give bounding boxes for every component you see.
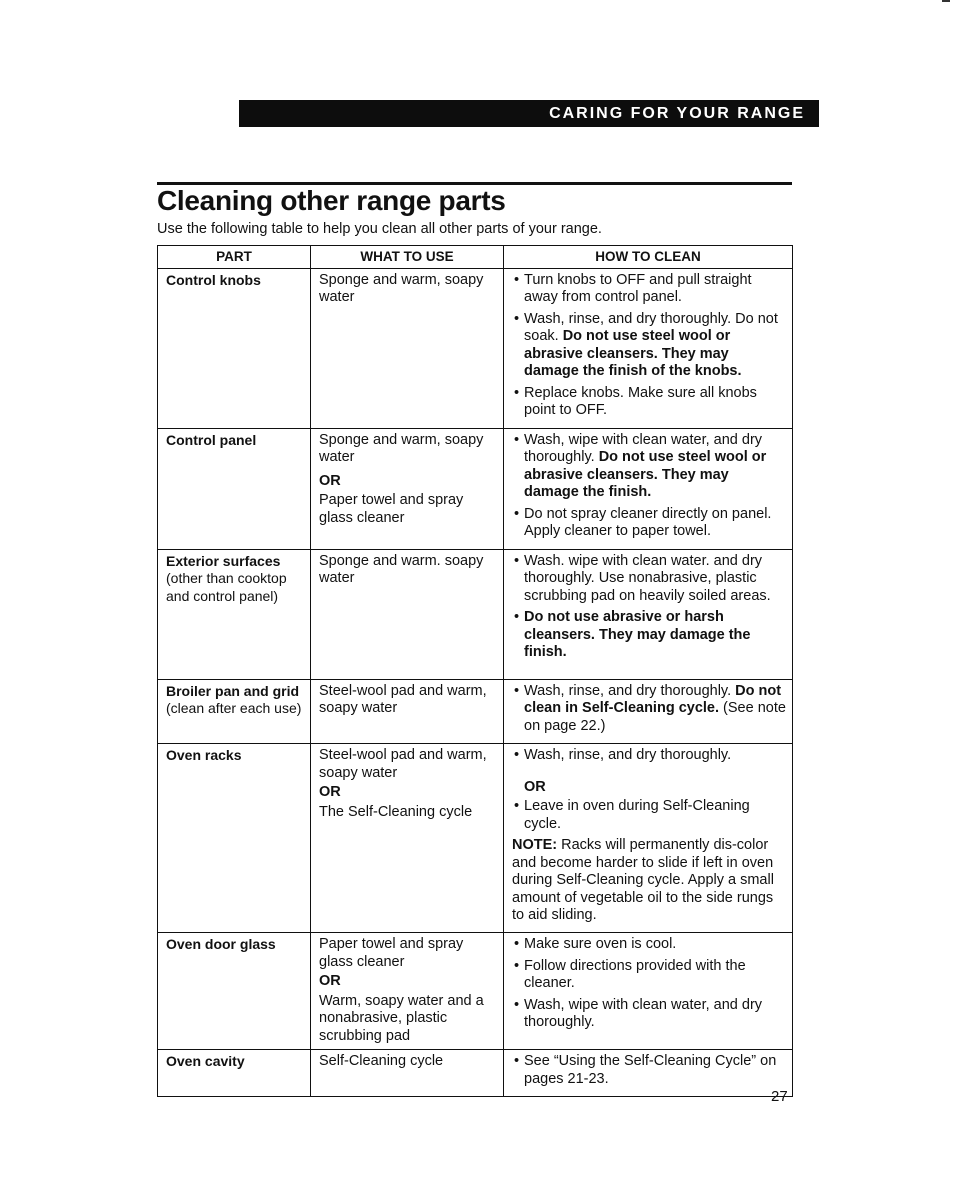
page-title: Cleaning other range parts — [157, 185, 506, 216]
intro-text: Use the following table to help you clean all other parts of your range. — [157, 221, 602, 237]
what-item: The Self-Cleaning cycle — [319, 803, 473, 820]
what-item: Paper towel and spray glass cleaner — [319, 936, 464, 970]
what-cell — [311, 268, 504, 428]
section-banner: CARING FOR YOUR RANGE — [239, 100, 819, 127]
how-cell — [504, 744, 793, 933]
what-item: Steel-wool pad and warm, soapy water — [319, 747, 487, 781]
header-what-to-use: WHAT TO USE — [311, 246, 504, 269]
table-row — [158, 679, 793, 744]
how-item: • Wash. wipe with clean water. and dry thoroughly. Use nonabrasive, plastic scrubbing pad on heavily soiled areas. — [512, 553, 786, 606]
table-row — [158, 933, 793, 1050]
what-cell — [311, 549, 504, 679]
margin-mark — [942, 0, 950, 2]
how-item: • Replace knobs. Make sure all knobs point to OFF. — [512, 385, 786, 420]
what-item: Sponge and warm, soapy water — [319, 271, 484, 305]
how-item: • Do not use abrasive or harsh cleansers. They may damage the finish. — [512, 609, 786, 662]
page-number: 27 — [771, 1088, 788, 1105]
table-row — [158, 549, 793, 679]
or-label: OR — [524, 778, 546, 795]
how-item: • Turn knobs to OFF and pull straight away from control panel. — [512, 272, 786, 307]
what-cell — [311, 744, 504, 933]
how-item: • Follow directions provided with the cleaner. — [512, 958, 786, 993]
part-cell — [158, 933, 311, 1050]
part-name: Control panel — [166, 431, 257, 448]
part-name: Oven cavity — [166, 1053, 245, 1069]
what-item: Sponge and warm, soapy water — [319, 431, 484, 465]
part-name: Broiler pan and grid — [166, 682, 300, 699]
part-name: Exterior surfaces — [166, 552, 281, 569]
what-item: Paper towel and spray glass cleaner — [319, 492, 464, 526]
table-row — [158, 1050, 793, 1097]
table-header-row — [158, 246, 793, 269]
how-item: • Make sure oven is cool. — [512, 936, 786, 954]
how-item: • See “Using the Self-Cleaning Cycle” on pages 21-23. — [512, 1053, 786, 1088]
how-item: • Wash, rinse, and dry thoroughly. Do not soak. Do not use steel wool or abrasive cleansers. They may damage the finish of the knobs. — [512, 311, 786, 381]
how-cell — [504, 933, 793, 1050]
part-cell — [158, 268, 311, 428]
what-cell — [311, 933, 504, 1050]
how-item: • Do not spray cleaner directly on panel. Apply cleaner to paper towel. — [512, 506, 786, 541]
what-item: Sponge and warm. soapy water — [319, 552, 484, 586]
what-item: Steel-wool pad and warm, soapy water — [319, 682, 487, 716]
what-cell — [311, 679, 504, 744]
what-cell — [311, 428, 504, 549]
header-how-to-clean: HOW TO CLEAN — [504, 246, 793, 269]
or-label: OR — [319, 973, 341, 989]
part-name: Oven door glass — [166, 936, 276, 952]
note-text: NOTE: Racks will permanently dis-color and become harder to slide if left in oven during Self-Cleaning cycle. Apply a small amount of vegetable oil to the side rungs to aid sliding. — [512, 837, 774, 923]
part-cell — [158, 549, 311, 679]
or-label: OR — [319, 472, 341, 489]
how-cell — [504, 1050, 793, 1097]
what-cell — [311, 1050, 504, 1097]
how-item: • Wash, rinse, and dry thoroughly. — [512, 747, 786, 765]
part-note: (other than cooktop and control panel) — [166, 570, 287, 604]
part-cell — [158, 428, 311, 549]
how-cell — [504, 268, 793, 428]
cleaning-table — [157, 245, 793, 1097]
part-name: Control knobs — [166, 271, 261, 288]
header-part: PART — [158, 246, 311, 269]
how-item: • Leave in oven during Self-Cleaning cycle. — [512, 798, 786, 833]
part-cell — [158, 1050, 311, 1097]
part-name: Oven racks — [166, 747, 242, 763]
how-item: • Wash, wipe with clean water, and dry thoroughly. — [512, 997, 786, 1032]
part-cell — [158, 744, 311, 933]
what-item: Warm, soapy water and a nonabrasive, plastic scrubbing pad — [319, 992, 484, 1044]
how-item: • Wash, rinse, and dry thoroughly. Do not clean in Self-Cleaning cycle. (See note on page 22.) — [512, 683, 786, 736]
how-cell — [504, 679, 793, 744]
how-cell — [504, 428, 793, 549]
table-row — [158, 268, 793, 428]
part-note: (clean after each use) — [166, 700, 302, 716]
part-cell — [158, 679, 311, 744]
how-cell — [504, 549, 793, 679]
how-item: • Wash, wipe with clean water, and dry thoroughly. Do not use steel wool or abrasive cleansers. They may damage the finish. — [512, 432, 786, 502]
table-row — [158, 744, 793, 933]
what-item: Self-Cleaning cycle — [319, 1053, 444, 1069]
or-label: OR — [319, 784, 341, 800]
table-row — [158, 428, 793, 549]
